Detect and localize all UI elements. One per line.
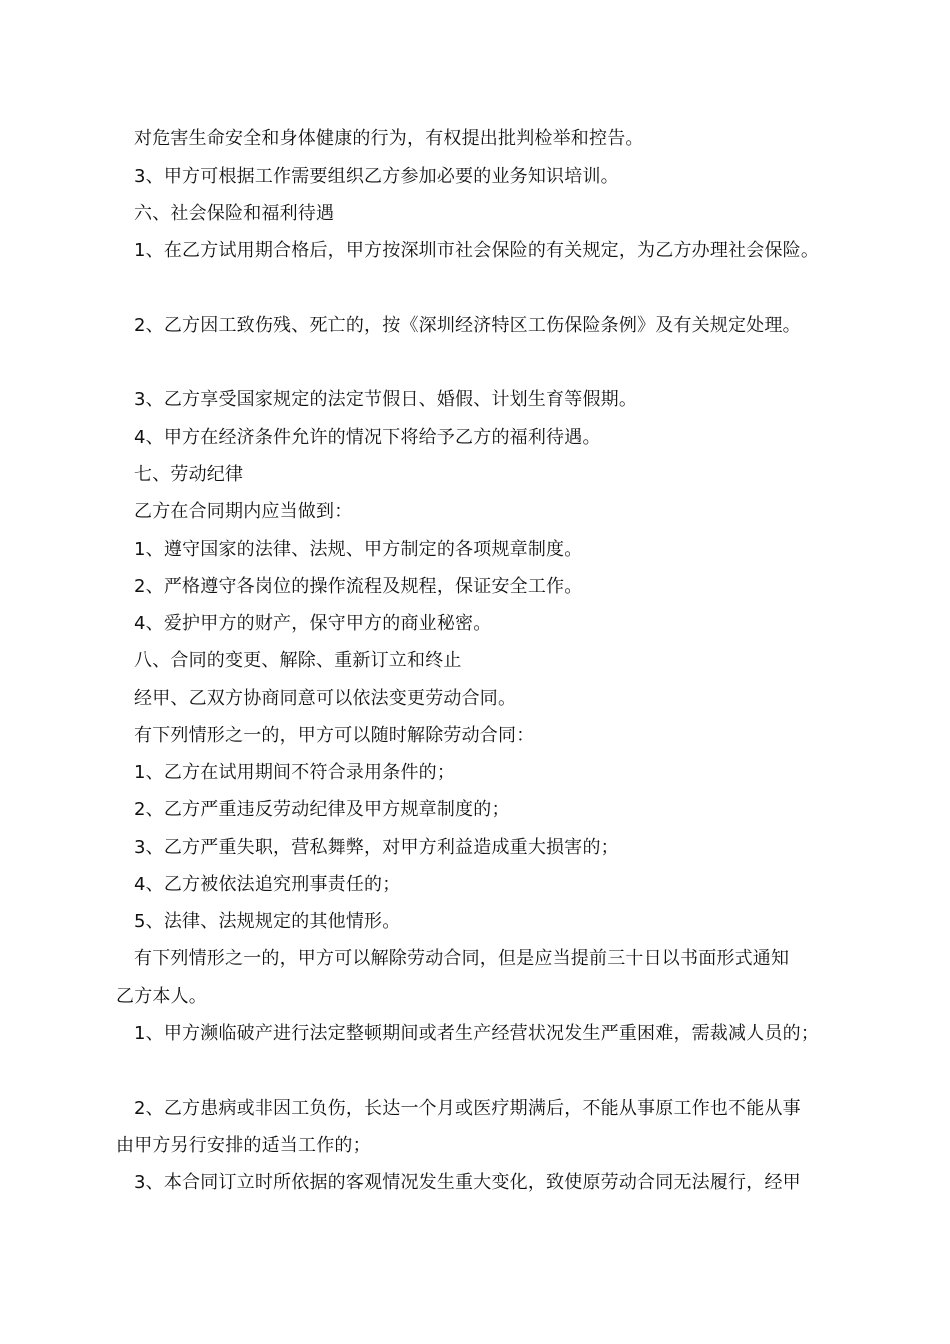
text-line: 5、法律、法规规定的其他情形。 xyxy=(134,911,401,932)
text-line: 2、严格遵守各岗位的操作流程及规程，保证安全工作。 xyxy=(134,576,583,597)
section-heading: 八、合同的变更、解除、重新订立和终止 xyxy=(134,650,462,671)
text-line: 有下列情形之一的，甲方可以解除劳动合同，但是应当提前三十日以书面形式通知 xyxy=(134,948,790,969)
text-line: 对危害生命安全和身体健康的行为，有权提出批判检举和控告。 xyxy=(134,128,644,149)
text-line: 1、遵守国家的法律、法规、甲方制定的各项规章制度。 xyxy=(134,539,583,560)
text-line: 3、乙方享受国家规定的法定节假日、婚假、计划生育等假期。 xyxy=(134,389,638,410)
text-line: 有下列情形之一的，甲方可以随时解除劳动合同： xyxy=(134,725,535,746)
text-line: 3、本合同订立时所依据的客观情况发生重大变化，致使原劳动合同无法履行，经甲 xyxy=(134,1172,801,1193)
text-line: 乙方在合同期内应当做到： xyxy=(134,501,353,522)
text-line: 1、在乙方试用期合格后，甲方按深圳市社会保险的有关规定，为乙方办理社会保险。 xyxy=(134,240,820,261)
text-line: 2、乙方严重违反劳动纪律及甲方规章制度的； xyxy=(134,799,510,820)
text-line: 1、乙方在试用期间不符合录用条件的； xyxy=(134,762,456,783)
section-heading: 七、劳动纪律 xyxy=(134,464,244,485)
text-line: 1、甲方濒临破产进行法定整顿期间或者生产经营状况发生严重困难，需裁减人员的； xyxy=(134,1023,820,1044)
text-line: 4、爱护甲方的财产，保守甲方的商业秘密。 xyxy=(134,613,492,634)
text-line: 3、甲方可根据工作需要组织乙方参加必要的业务知识培训。 xyxy=(134,166,619,187)
text-line: 2、乙方患病或非因工负伤，长达一个月或医疗期满后，不能从事原工作也不能从事 xyxy=(134,1098,801,1119)
text-line: 由甲方另行安排的适当工作的； xyxy=(116,1135,371,1156)
text-line: 4、甲方在经济条件允许的情况下将给予乙方的福利待遇。 xyxy=(134,427,601,448)
section-heading: 六、社会保险和福利待遇 xyxy=(134,203,335,224)
text-line: 4、乙方被依法追究刑事责任的； xyxy=(134,874,401,895)
text-line: 乙方本人。 xyxy=(116,986,207,1007)
text-line: 3、乙方严重失职，营私舞弊，对甲方利益造成重大损害的； xyxy=(134,837,619,858)
text-line: 经甲、乙双方协商同意可以依法变更劳动合同。 xyxy=(134,688,517,709)
text-line: 2、乙方因工致伤残、死亡的，按《深圳经济特区工伤保险条例》及有关规定处理。 xyxy=(134,315,801,336)
